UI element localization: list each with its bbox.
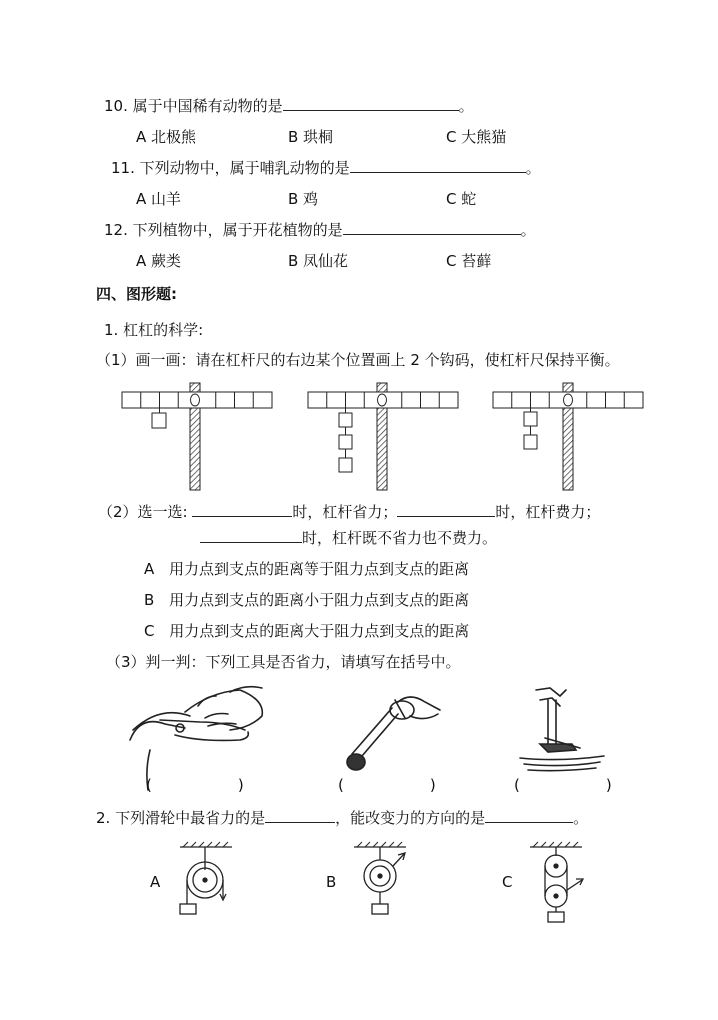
lever-part1: （1）画一画：请在杠杆尺的右边某个位置画上 2 个钩码，使杠杆尺保持平衡。 [96, 351, 620, 369]
pulley-question-b: ，能改变力的方向的是 [335, 809, 486, 827]
pulley-c [530, 842, 583, 922]
q11-end: 。 [525, 159, 541, 177]
q12-option-b[interactable]: B 凤仙花 [288, 252, 349, 270]
q12-option-c[interactable]: C 苔藓 [446, 252, 492, 270]
paren-open: ( [146, 776, 152, 794]
lever-part2-mid1: 时，杠杆省力； [292, 503, 398, 521]
choice-text: 用力点到支点的距离小于阻力点到支点的距离 [169, 591, 470, 609]
section-heading: 四、图形题: [96, 285, 177, 303]
pulley-label-a: A [150, 873, 161, 891]
choice-text: 用力点到支点的距离大于阻力点到支点的距离 [169, 622, 470, 640]
choice-letter: C [144, 622, 155, 640]
paren-open: ( [338, 776, 344, 794]
lever-title: 1. 杠杠的科学: [104, 321, 204, 339]
pulley-question-a: 2. 下列滑轮中最省力的是 [96, 809, 266, 827]
choice-text: 用力点到支点的距离等于阻力点到支点的距离 [169, 560, 470, 578]
q12-text: 下列植物中，属于开花植物的是 [132, 221, 343, 239]
q11-option-b[interactable]: B 鸡 [288, 190, 319, 208]
choice-letter: A [144, 560, 155, 578]
pulley-label-b: B [326, 873, 337, 891]
paren-open: ( [514, 776, 520, 794]
q10-option-c[interactable]: C 大熊猫 [446, 128, 507, 146]
choice-letter: B [144, 591, 155, 609]
q12-end: 。 [520, 221, 536, 239]
q10-option-b[interactable]: B 珙桐 [288, 128, 334, 146]
q10-end: 。 [458, 97, 474, 115]
q10-text: 属于中国稀有动物的是 [132, 97, 283, 115]
q11-option-a[interactable]: A 山羊 [136, 190, 182, 208]
q11-number: 11. [111, 159, 135, 177]
q12-option-a[interactable]: A 蕨类 [136, 252, 182, 270]
lever-part2-line2-text: 时，杠杆既不省力也不费力。 [302, 529, 498, 547]
q11-text: 下列动物中，属于哺乳动物的是 [139, 159, 350, 177]
lever-part3: （3）判一判：下列工具是否省力，请填写在括号中。 [106, 653, 461, 671]
q10-option-a[interactable]: A 北极熊 [136, 128, 197, 146]
q12-number: 12. [104, 221, 128, 239]
pulley-b [354, 842, 406, 914]
lever-part2-prefix: （2）选一选: [98, 503, 188, 521]
paren-close: ) [237, 776, 244, 794]
pulley-end: 。 [573, 809, 589, 827]
q10-number: 10. [104, 97, 128, 115]
pulley-label-c: C [502, 873, 513, 891]
lever-part2-mid2: 时，杠杆费力； [495, 503, 601, 521]
q11-option-c[interactable]: C 蛇 [446, 190, 477, 208]
paren-close: ) [429, 776, 436, 794]
pulley-a [180, 842, 232, 914]
paren-close: ) [605, 776, 612, 794]
